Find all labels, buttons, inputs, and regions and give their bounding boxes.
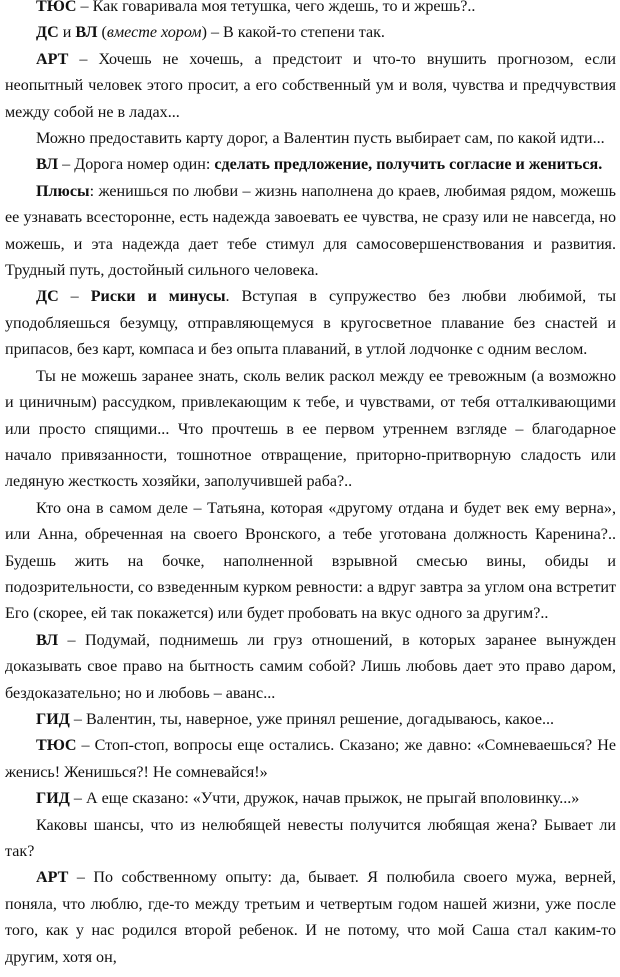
text: – А еще сказано: «Учти, дружок, начав прыжок, не прыгай вполовинку...» [69,790,580,808]
paragraph [5,813,616,866]
paragraph [5,0,616,20]
bold-text: ВЛ [75,24,98,42]
bold-text: ТЮС [36,737,77,755]
text: – Дорога номер один: [58,156,215,174]
paragraph [5,284,616,363]
bold-text: Риски и минусы [90,288,226,306]
paragraph [5,20,616,46]
text: – [58,288,91,306]
paragraph [5,126,616,152]
text: – Как говаривала моя тетушка, чего ждешь, то и жрешь?.. [76,0,476,15]
bold-text: ГИД [36,790,70,808]
paragraph [5,707,616,733]
bold-text: ДС [36,288,59,306]
text: Кто она в самом деле – Татьяна, которая «другому отдана и будет век ему верна», или Анна, обреченная на своего Вронского, а тебе уготована должность Каренина?.. Будешь жить на бочке, наполненной взрывной смесью вины, обиды и подозрительности, со взведенным курком ревности: а вдруг завтра за углом она встретит Его (скорее, ей так покажется) или будет пробовать на вкус одного за другим?.. [5,499,616,623]
text: ( [97,24,107,42]
paragraph [5,496,616,628]
text: Каковы шансы, что из нелюбящей невесты получится любящая жена? Бывает ли так? [5,816,616,860]
text: – Валентин, ты, наверное, уже принял решение, догадываюсь, какое... [69,710,555,728]
text: : женишься по любви – жизнь наполнена до краев, любимая рядом, можешь ее узнавать всесторонне, есть надежда завоевать ее чувства, не сразу или не навсегда, но можешь, и эта надежда дает тебе стимул для самосовершенствования и развития. Трудный путь, достойный сильного человека. [5,182,616,280]
bold-text: ВЛ [36,156,59,174]
paragraph [5,364,616,496]
paragraph [5,865,616,971]
bold-text: сделать предложение, получить согласие и жениться. [214,156,603,174]
bold-text: ГИД [36,710,70,728]
paragraph [5,786,616,812]
italic-text: вместе хором [106,24,202,42]
bold-text: ВЛ [36,631,59,649]
text: – По собственному опыту: да, бывает. Я полюбила своего мужа, верней, поняла, что люблю, где-то между третьим и четвертым годом нашей жизни, уже после того, как у нас родился второй ребенок. И не потому, что мой Саша стал каким-то другим, хотя он, [5,869,616,966]
paragraph [5,179,616,285]
paragraph [5,152,616,178]
text: Можно предоставить карту дорог, а Валентин пусть выбирает сам, по какой идти... [36,130,605,148]
text: – Стоп-стоп, вопросы еще остались. Сказано; же давно: «Сомневаешься? Не женись! Женишься?! Не сомневайся!» [5,737,616,781]
text: – Хочешь не хочешь, а предстоит и что-то внушить прогнозом, если неопытный человек этого просит, а его собственный ум и воля, чувства и предчувствия между собой не в ладах... [5,50,616,121]
bold-text: ТЮС [36,0,77,15]
text: ) – В какой-то степени так. [201,24,385,42]
bold-text: АРТ [36,50,69,68]
paragraph [5,733,616,786]
text: Ты не можешь заранее знать, сколь велик раскол между ее тревожным (а возможно и циничным) рассудком, привлекающим к тебе, и чувствами, от тебя отталкивающими или просто спящими... Что прочтешь в ее первом утреннем взгляде – благодарное начало привязанности, тошнотное отвращение, приторно-притворную сладость или ледяную жесткость хозяйки, заполучившей раба?.. [5,367,616,491]
bold-text: Плюсы [36,182,90,200]
bold-text: АРТ [36,869,69,887]
text: . Вступая в супружество без любви любимой, ты уподобляешься безумцу, отправляющемуся в кругосветное плавание без снастей и припасов, без карт, компаса и без опыта плаваний, в утлой лодчонке с одним веслом. [5,288,617,359]
text: – Подумай, поднимешь ли груз отношений, в которых заранее вынужден доказывать свое право на бытность самим собой? Лишь любовь дает это право даром, бездоказательно; но и любовь – аванс... [5,631,616,702]
paragraph [5,47,616,126]
text: и [58,24,76,42]
bold-text: ДС [36,24,59,42]
paragraph [5,628,616,707]
